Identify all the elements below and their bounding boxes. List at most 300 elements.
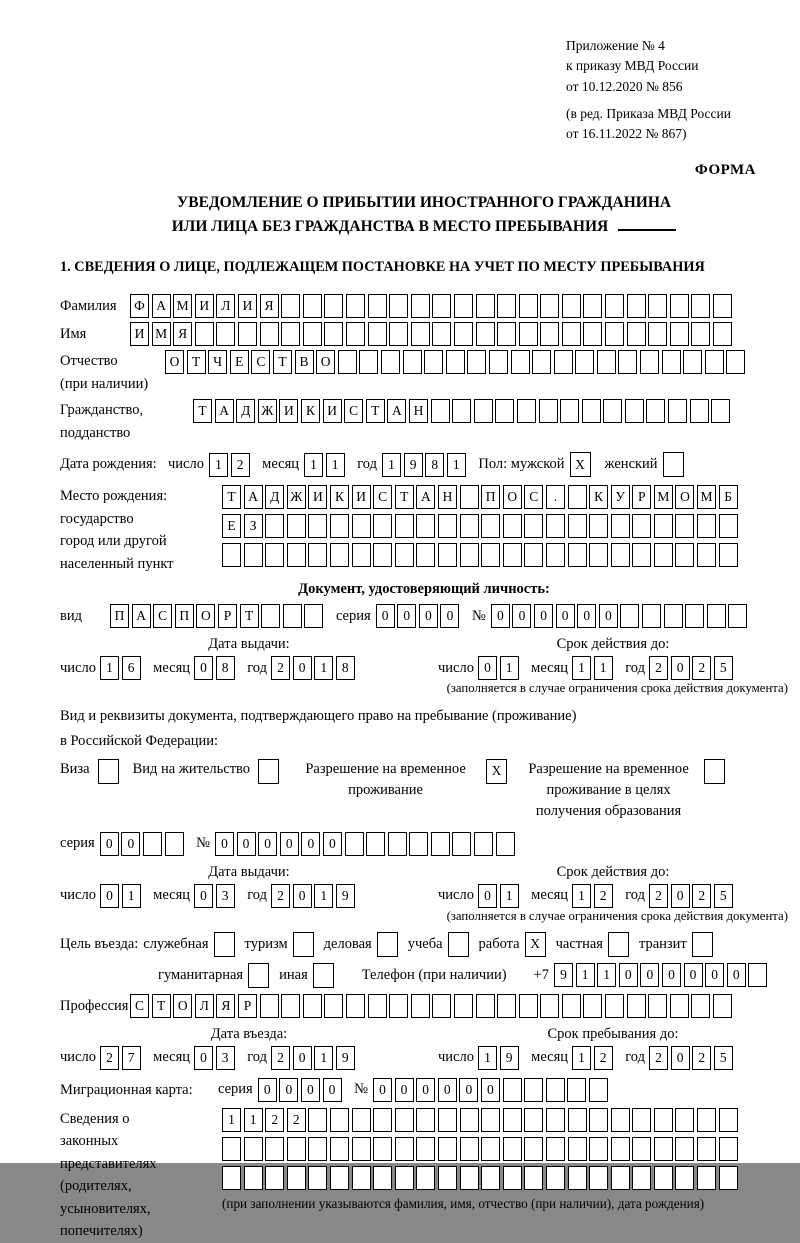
char-box[interactable]: П bbox=[481, 485, 500, 509]
char-box[interactable] bbox=[313, 963, 334, 988]
char-box[interactable] bbox=[497, 294, 516, 318]
char-box[interactable]: 1 bbox=[572, 884, 591, 908]
char-box[interactable]: 1 bbox=[209, 453, 228, 477]
char-box[interactable] bbox=[346, 294, 365, 318]
char-box[interactable] bbox=[303, 994, 322, 1018]
char-box[interactable] bbox=[675, 1166, 694, 1190]
char-box[interactable] bbox=[663, 452, 684, 477]
char-box[interactable]: 0 bbox=[100, 884, 119, 908]
char-box[interactable] bbox=[368, 294, 387, 318]
char-box[interactable]: 9 bbox=[500, 1046, 519, 1070]
char-box[interactable] bbox=[287, 1166, 306, 1190]
char-box[interactable] bbox=[352, 1166, 371, 1190]
char-box[interactable] bbox=[244, 1166, 263, 1190]
char-box[interactable] bbox=[675, 543, 694, 567]
char-box[interactable]: П bbox=[110, 604, 129, 628]
char-box[interactable] bbox=[377, 932, 398, 957]
char-box[interactable] bbox=[368, 322, 387, 346]
char-box[interactable]: 0 bbox=[279, 1078, 298, 1102]
char-box[interactable]: 0 bbox=[194, 656, 213, 680]
char-box[interactable] bbox=[497, 994, 516, 1018]
char-box[interactable] bbox=[670, 294, 689, 318]
char-box[interactable] bbox=[519, 294, 538, 318]
char-box[interactable]: 1 bbox=[576, 963, 595, 987]
char-box[interactable] bbox=[675, 514, 694, 538]
char-box[interactable]: И bbox=[308, 485, 327, 509]
char-box[interactable]: 0 bbox=[619, 963, 638, 987]
char-box[interactable] bbox=[258, 759, 279, 784]
char-box[interactable]: 0 bbox=[121, 832, 140, 856]
char-box[interactable]: И bbox=[323, 399, 342, 423]
char-box[interactable] bbox=[293, 932, 314, 957]
char-box[interactable]: 0 bbox=[194, 1046, 213, 1070]
char-box[interactable] bbox=[244, 1137, 263, 1161]
char-box[interactable]: Я bbox=[173, 322, 192, 346]
char-box[interactable] bbox=[431, 832, 450, 856]
char-box[interactable] bbox=[476, 994, 495, 1018]
char-box[interactable] bbox=[308, 1137, 327, 1161]
char-box[interactable] bbox=[403, 350, 422, 374]
char-box[interactable]: 9 bbox=[554, 963, 573, 987]
char-box[interactable] bbox=[432, 294, 451, 318]
char-box[interactable] bbox=[352, 543, 371, 567]
char-box[interactable] bbox=[605, 294, 624, 318]
char-box[interactable]: 1 bbox=[326, 453, 345, 477]
char-box[interactable]: 0 bbox=[258, 1078, 277, 1102]
char-box[interactable] bbox=[474, 832, 493, 856]
char-box[interactable] bbox=[627, 294, 646, 318]
char-box[interactable]: 0 bbox=[293, 884, 312, 908]
char-box[interactable] bbox=[388, 832, 407, 856]
char-box[interactable]: X bbox=[525, 932, 546, 957]
char-box[interactable] bbox=[261, 604, 280, 628]
char-box[interactable]: С bbox=[344, 399, 363, 423]
char-box[interactable]: 0 bbox=[280, 832, 299, 856]
char-box[interactable] bbox=[416, 514, 435, 538]
char-box[interactable]: 2 bbox=[100, 1046, 119, 1070]
char-box[interactable]: 1 bbox=[500, 656, 519, 680]
char-box[interactable]: Ф bbox=[130, 294, 149, 318]
char-box[interactable] bbox=[366, 832, 385, 856]
char-box[interactable] bbox=[707, 604, 726, 628]
char-box[interactable] bbox=[524, 543, 543, 567]
char-box[interactable] bbox=[670, 322, 689, 346]
char-box[interactable] bbox=[605, 994, 624, 1018]
char-box[interactable]: М bbox=[697, 485, 716, 509]
char-box[interactable]: О bbox=[675, 485, 694, 509]
char-box[interactable]: Р bbox=[218, 604, 237, 628]
char-box[interactable] bbox=[283, 604, 302, 628]
char-box[interactable]: 0 bbox=[481, 1078, 500, 1102]
char-box[interactable]: О bbox=[196, 604, 215, 628]
char-box[interactable] bbox=[632, 1166, 651, 1190]
char-box[interactable] bbox=[424, 350, 443, 374]
char-box[interactable]: А bbox=[215, 399, 234, 423]
char-box[interactable] bbox=[467, 350, 486, 374]
char-box[interactable] bbox=[389, 994, 408, 1018]
char-box[interactable]: 0 bbox=[293, 1046, 312, 1070]
char-box[interactable] bbox=[719, 543, 738, 567]
char-box[interactable] bbox=[697, 1137, 716, 1161]
char-box[interactable]: 0 bbox=[705, 963, 724, 987]
char-box[interactable]: 1 bbox=[382, 453, 401, 477]
char-box[interactable] bbox=[726, 350, 745, 374]
char-box[interactable] bbox=[368, 994, 387, 1018]
char-box[interactable] bbox=[683, 350, 702, 374]
char-box[interactable]: О bbox=[503, 485, 522, 509]
char-box[interactable] bbox=[654, 1137, 673, 1161]
char-box[interactable] bbox=[438, 514, 457, 538]
char-box[interactable] bbox=[697, 1108, 716, 1132]
char-box[interactable] bbox=[632, 1137, 651, 1161]
char-box[interactable] bbox=[503, 1137, 522, 1161]
char-box[interactable]: 9 bbox=[336, 1046, 355, 1070]
char-box[interactable] bbox=[330, 1137, 349, 1161]
char-box[interactable]: 0 bbox=[512, 604, 531, 628]
char-box[interactable] bbox=[539, 399, 558, 423]
char-box[interactable] bbox=[395, 1166, 414, 1190]
char-box[interactable] bbox=[489, 350, 508, 374]
char-box[interactable] bbox=[583, 322, 602, 346]
char-box[interactable] bbox=[438, 1137, 457, 1161]
char-box[interactable] bbox=[583, 994, 602, 1018]
char-box[interactable]: 0 bbox=[397, 604, 416, 628]
char-box[interactable] bbox=[685, 604, 704, 628]
char-box[interactable] bbox=[568, 1108, 587, 1132]
char-box[interactable]: 1 bbox=[597, 963, 616, 987]
char-box[interactable] bbox=[562, 994, 581, 1018]
char-box[interactable]: 1 bbox=[244, 1108, 263, 1132]
char-box[interactable] bbox=[583, 294, 602, 318]
char-box[interactable]: 0 bbox=[215, 832, 234, 856]
char-box[interactable] bbox=[540, 322, 559, 346]
char-box[interactable]: 0 bbox=[684, 963, 703, 987]
char-box[interactable] bbox=[691, 322, 710, 346]
char-box[interactable] bbox=[697, 1166, 716, 1190]
char-box[interactable] bbox=[265, 514, 284, 538]
char-box[interactable] bbox=[476, 294, 495, 318]
char-box[interactable]: 0 bbox=[376, 604, 395, 628]
char-box[interactable] bbox=[432, 322, 451, 346]
char-box[interactable] bbox=[503, 514, 522, 538]
char-box[interactable]: О bbox=[316, 350, 335, 374]
char-box[interactable] bbox=[395, 1137, 414, 1161]
char-box[interactable] bbox=[373, 1166, 392, 1190]
char-box[interactable] bbox=[409, 832, 428, 856]
char-box[interactable] bbox=[330, 1166, 349, 1190]
char-box[interactable]: 0 bbox=[438, 1078, 457, 1102]
char-box[interactable] bbox=[454, 294, 473, 318]
char-box[interactable] bbox=[640, 350, 659, 374]
char-box[interactable] bbox=[416, 1137, 435, 1161]
char-box[interactable]: 0 bbox=[419, 604, 438, 628]
char-box[interactable] bbox=[260, 322, 279, 346]
char-box[interactable] bbox=[308, 1166, 327, 1190]
char-box[interactable] bbox=[373, 514, 392, 538]
char-box[interactable] bbox=[654, 514, 673, 538]
char-box[interactable] bbox=[719, 514, 738, 538]
char-box[interactable]: 2 bbox=[692, 656, 711, 680]
char-box[interactable]: Д bbox=[265, 485, 284, 509]
char-box[interactable] bbox=[503, 543, 522, 567]
char-box[interactable] bbox=[308, 543, 327, 567]
char-box[interactable]: 0 bbox=[301, 832, 320, 856]
char-box[interactable] bbox=[495, 399, 514, 423]
char-box[interactable] bbox=[618, 350, 637, 374]
char-box[interactable]: О bbox=[173, 994, 192, 1018]
char-box[interactable] bbox=[373, 543, 392, 567]
char-box[interactable] bbox=[446, 350, 465, 374]
char-box[interactable]: Ч bbox=[208, 350, 227, 374]
char-box[interactable] bbox=[662, 350, 681, 374]
char-box[interactable] bbox=[352, 1137, 371, 1161]
char-box[interactable] bbox=[648, 994, 667, 1018]
char-box[interactable] bbox=[481, 1108, 500, 1132]
char-box[interactable]: 1 bbox=[314, 884, 333, 908]
char-box[interactable] bbox=[627, 994, 646, 1018]
char-box[interactable]: Ж bbox=[258, 399, 277, 423]
char-box[interactable] bbox=[524, 1166, 543, 1190]
char-box[interactable] bbox=[632, 514, 651, 538]
char-box[interactable] bbox=[454, 322, 473, 346]
char-box[interactable] bbox=[664, 604, 683, 628]
char-box[interactable]: 8 bbox=[336, 656, 355, 680]
char-box[interactable]: X bbox=[570, 452, 591, 477]
char-box[interactable] bbox=[620, 604, 639, 628]
char-box[interactable]: Л bbox=[216, 294, 235, 318]
char-box[interactable] bbox=[575, 350, 594, 374]
char-box[interactable] bbox=[214, 932, 235, 957]
char-box[interactable] bbox=[324, 294, 343, 318]
char-box[interactable]: Т bbox=[273, 350, 292, 374]
char-box[interactable] bbox=[238, 322, 257, 346]
char-box[interactable] bbox=[562, 322, 581, 346]
char-box[interactable]: А bbox=[152, 294, 171, 318]
char-box[interactable] bbox=[690, 399, 709, 423]
char-box[interactable]: 0 bbox=[478, 656, 497, 680]
char-box[interactable] bbox=[395, 543, 414, 567]
char-box[interactable] bbox=[222, 1137, 241, 1161]
char-box[interactable] bbox=[265, 1166, 284, 1190]
char-box[interactable] bbox=[519, 994, 538, 1018]
char-box[interactable] bbox=[524, 1108, 543, 1132]
char-box[interactable]: 1 bbox=[100, 656, 119, 680]
char-box[interactable] bbox=[416, 543, 435, 567]
char-box[interactable] bbox=[654, 1166, 673, 1190]
char-box[interactable]: 1 bbox=[314, 656, 333, 680]
char-box[interactable] bbox=[308, 514, 327, 538]
char-box[interactable] bbox=[632, 543, 651, 567]
char-box[interactable]: 0 bbox=[478, 884, 497, 908]
char-box[interactable] bbox=[497, 322, 516, 346]
char-box[interactable]: Д bbox=[236, 399, 255, 423]
char-box[interactable]: И bbox=[238, 294, 257, 318]
char-box[interactable]: 7 bbox=[122, 1046, 141, 1070]
char-box[interactable] bbox=[244, 543, 263, 567]
char-box[interactable] bbox=[713, 322, 732, 346]
char-box[interactable] bbox=[460, 1166, 479, 1190]
char-box[interactable] bbox=[481, 543, 500, 567]
char-box[interactable]: 0 bbox=[293, 656, 312, 680]
char-box[interactable] bbox=[511, 350, 530, 374]
char-box[interactable] bbox=[460, 514, 479, 538]
char-box[interactable] bbox=[546, 1078, 565, 1102]
char-box[interactable]: З bbox=[244, 514, 263, 538]
char-box[interactable] bbox=[605, 322, 624, 346]
char-box[interactable] bbox=[675, 1108, 694, 1132]
char-box[interactable]: 6 bbox=[122, 656, 141, 680]
char-box[interactable] bbox=[562, 294, 581, 318]
char-box[interactable] bbox=[524, 1137, 543, 1161]
char-box[interactable]: 2 bbox=[649, 656, 668, 680]
char-box[interactable] bbox=[287, 1137, 306, 1161]
char-box[interactable]: 1 bbox=[572, 1046, 591, 1070]
char-box[interactable] bbox=[416, 1108, 435, 1132]
char-box[interactable]: А bbox=[132, 604, 151, 628]
char-box[interactable]: И bbox=[195, 294, 214, 318]
char-box[interactable] bbox=[568, 543, 587, 567]
char-box[interactable]: 2 bbox=[692, 884, 711, 908]
char-box[interactable] bbox=[346, 322, 365, 346]
char-box[interactable]: 1 bbox=[500, 884, 519, 908]
char-box[interactable] bbox=[324, 322, 343, 346]
char-box[interactable] bbox=[481, 514, 500, 538]
char-box[interactable] bbox=[611, 514, 630, 538]
char-box[interactable]: Н bbox=[409, 399, 428, 423]
char-box[interactable] bbox=[287, 514, 306, 538]
char-box[interactable] bbox=[611, 1137, 630, 1161]
char-box[interactable]: X bbox=[486, 759, 507, 784]
char-box[interactable]: Т bbox=[395, 485, 414, 509]
char-box[interactable]: Я bbox=[216, 994, 235, 1018]
char-box[interactable] bbox=[454, 994, 473, 1018]
char-box[interactable]: 0 bbox=[258, 832, 277, 856]
char-box[interactable] bbox=[603, 399, 622, 423]
char-box[interactable] bbox=[330, 543, 349, 567]
char-box[interactable] bbox=[352, 514, 371, 538]
char-box[interactable] bbox=[324, 994, 343, 1018]
char-box[interactable]: У bbox=[611, 485, 630, 509]
char-box[interactable] bbox=[460, 1137, 479, 1161]
char-box[interactable]: 2 bbox=[271, 884, 290, 908]
char-box[interactable]: 2 bbox=[692, 1046, 711, 1070]
char-box[interactable] bbox=[438, 1108, 457, 1132]
char-box[interactable]: С bbox=[524, 485, 543, 509]
char-box[interactable] bbox=[589, 1108, 608, 1132]
char-box[interactable] bbox=[654, 543, 673, 567]
char-box[interactable]: А bbox=[244, 485, 263, 509]
char-box[interactable] bbox=[389, 294, 408, 318]
char-box[interactable]: И bbox=[130, 322, 149, 346]
char-box[interactable]: 0 bbox=[671, 884, 690, 908]
char-box[interactable] bbox=[568, 1166, 587, 1190]
char-box[interactable]: 1 bbox=[304, 453, 323, 477]
char-box[interactable]: 0 bbox=[662, 963, 681, 987]
char-box[interactable] bbox=[281, 294, 300, 318]
char-box[interactable] bbox=[540, 994, 559, 1018]
char-box[interactable]: К bbox=[589, 485, 608, 509]
char-box[interactable] bbox=[481, 1137, 500, 1161]
char-box[interactable] bbox=[711, 399, 730, 423]
char-box[interactable] bbox=[554, 350, 573, 374]
char-box[interactable]: 0 bbox=[440, 604, 459, 628]
char-box[interactable]: 2 bbox=[649, 884, 668, 908]
char-box[interactable]: 1 bbox=[222, 1108, 241, 1132]
char-box[interactable]: 0 bbox=[416, 1078, 435, 1102]
char-box[interactable] bbox=[524, 514, 543, 538]
char-box[interactable]: 2 bbox=[231, 453, 250, 477]
char-box[interactable]: 1 bbox=[122, 884, 141, 908]
char-box[interactable] bbox=[648, 322, 667, 346]
char-box[interactable] bbox=[308, 1108, 327, 1132]
char-box[interactable] bbox=[265, 1137, 284, 1161]
char-box[interactable] bbox=[719, 1108, 738, 1132]
char-box[interactable] bbox=[582, 399, 601, 423]
char-box[interactable]: 2 bbox=[594, 1046, 613, 1070]
char-box[interactable] bbox=[395, 514, 414, 538]
char-box[interactable]: П bbox=[175, 604, 194, 628]
char-box[interactable]: 0 bbox=[301, 1078, 320, 1102]
char-box[interactable]: 0 bbox=[395, 1078, 414, 1102]
char-box[interactable] bbox=[675, 1137, 694, 1161]
char-box[interactable]: . bbox=[546, 485, 565, 509]
char-box[interactable] bbox=[416, 1166, 435, 1190]
char-box[interactable] bbox=[345, 832, 364, 856]
char-box[interactable]: К bbox=[301, 399, 320, 423]
char-box[interactable]: Т bbox=[240, 604, 259, 628]
char-box[interactable]: 3 bbox=[216, 884, 235, 908]
char-box[interactable]: 9 bbox=[404, 453, 423, 477]
char-box[interactable] bbox=[568, 485, 587, 509]
char-box[interactable]: С bbox=[130, 994, 149, 1018]
char-box[interactable] bbox=[642, 604, 661, 628]
char-box[interactable]: 8 bbox=[216, 656, 235, 680]
char-box[interactable] bbox=[728, 604, 747, 628]
char-box[interactable] bbox=[431, 399, 450, 423]
char-box[interactable] bbox=[330, 514, 349, 538]
char-box[interactable] bbox=[719, 1137, 738, 1161]
char-box[interactable] bbox=[389, 322, 408, 346]
char-box[interactable] bbox=[589, 1078, 608, 1102]
char-box[interactable] bbox=[589, 1166, 608, 1190]
char-box[interactable] bbox=[222, 1166, 241, 1190]
char-box[interactable]: 0 bbox=[727, 963, 746, 987]
char-box[interactable] bbox=[281, 994, 300, 1018]
char-box[interactable]: Ж bbox=[287, 485, 306, 509]
char-box[interactable] bbox=[304, 604, 323, 628]
char-box[interactable] bbox=[546, 1166, 565, 1190]
char-box[interactable] bbox=[668, 399, 687, 423]
char-box[interactable] bbox=[411, 294, 430, 318]
char-box[interactable]: 8 bbox=[425, 453, 444, 477]
char-box[interactable] bbox=[517, 399, 536, 423]
char-box[interactable] bbox=[597, 350, 616, 374]
char-box[interactable] bbox=[560, 399, 579, 423]
char-box[interactable] bbox=[359, 350, 378, 374]
char-box[interactable] bbox=[705, 350, 724, 374]
char-box[interactable] bbox=[532, 350, 551, 374]
char-box[interactable]: Т bbox=[187, 350, 206, 374]
char-box[interactable]: Т bbox=[152, 994, 171, 1018]
char-box[interactable] bbox=[260, 994, 279, 1018]
char-box[interactable]: К bbox=[330, 485, 349, 509]
char-box[interactable]: В bbox=[295, 350, 314, 374]
char-box[interactable] bbox=[165, 832, 184, 856]
char-box[interactable] bbox=[546, 543, 565, 567]
char-box[interactable] bbox=[611, 1166, 630, 1190]
char-box[interactable]: 0 bbox=[671, 656, 690, 680]
char-box[interactable]: 0 bbox=[194, 884, 213, 908]
